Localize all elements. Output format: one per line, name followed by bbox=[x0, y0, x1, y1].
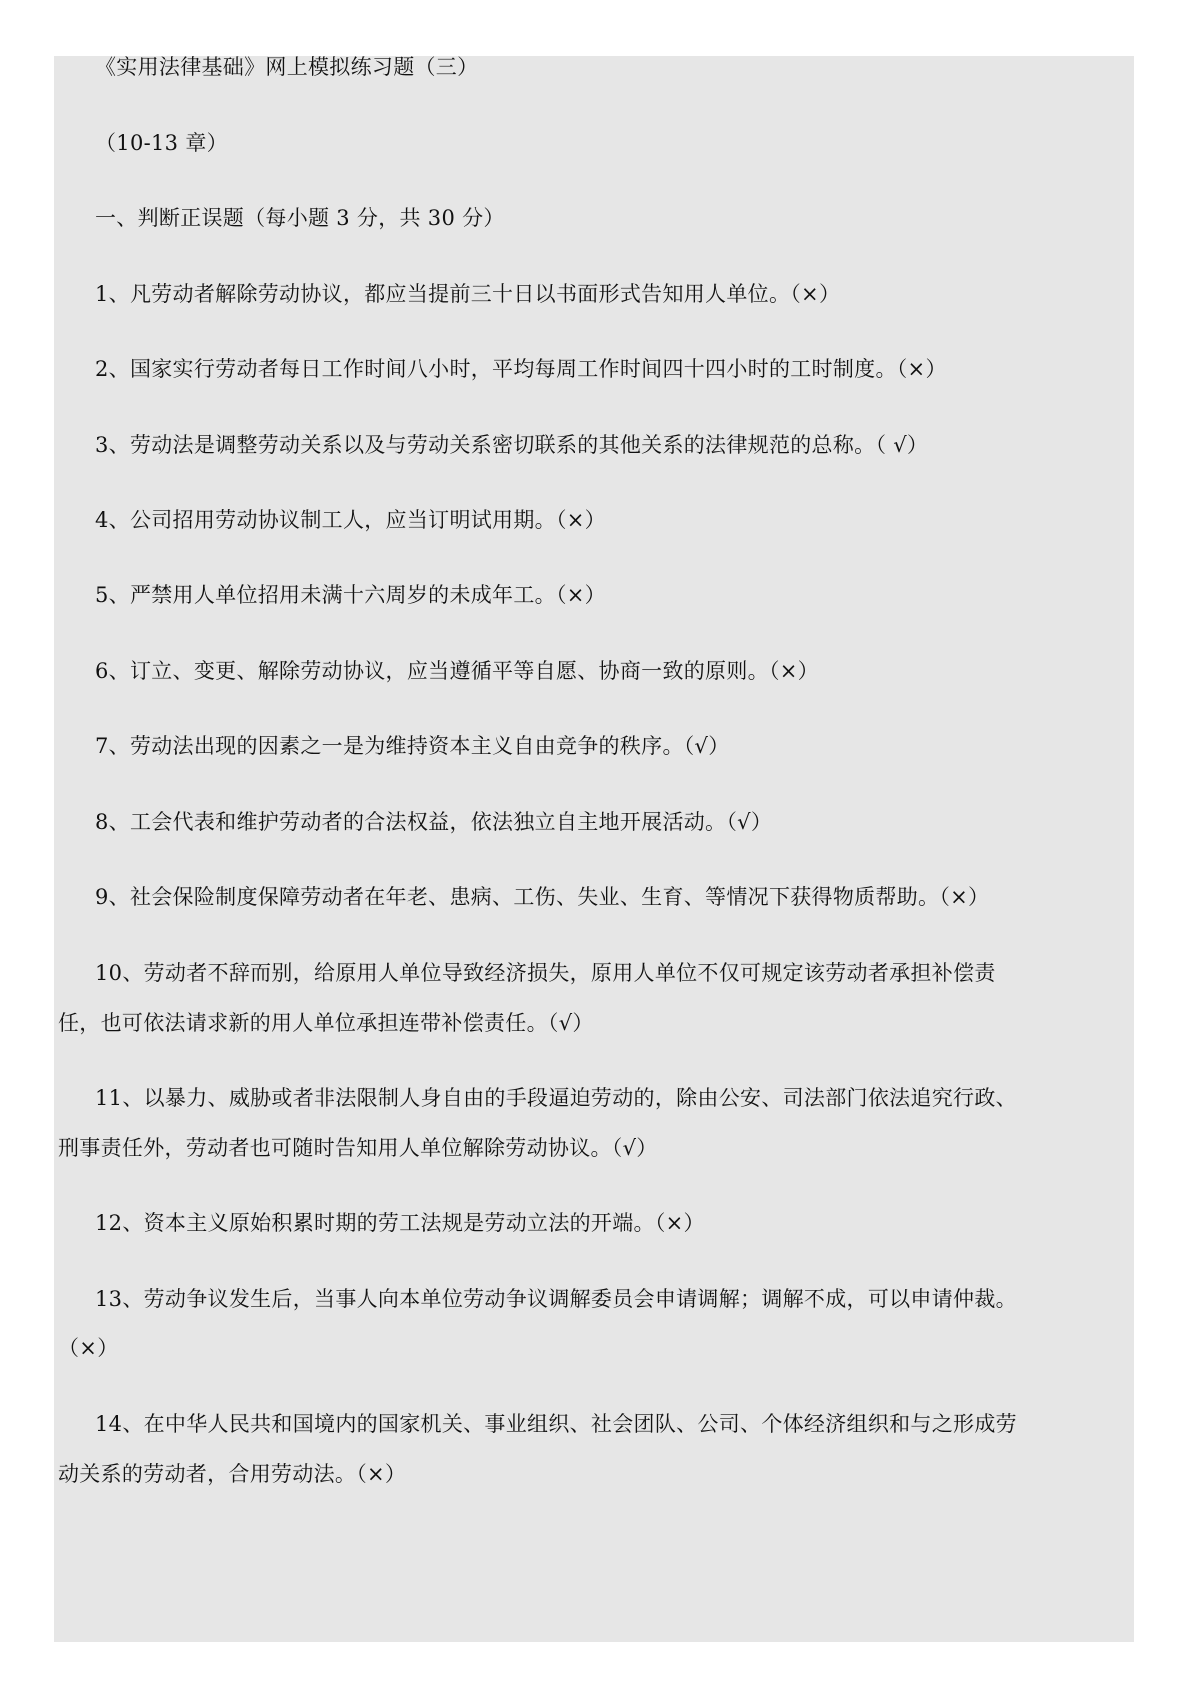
question-1: 1、凡劳动者解除劳动协议，都应当提前三十日以书面形式告知用人单位。（×） bbox=[95, 282, 841, 306]
question-11-line-1: 11、以暴力、威胁或者非法限制人身自由的手段逼迫劳动的，除由公安、司法部门依法追究行政、 bbox=[95, 1086, 1017, 1110]
question-5: 5、严禁用人单位招用未满十六周岁的未成年工。（×） bbox=[95, 583, 606, 607]
question-11-line-2: 刑事责任外，劳动者也可随时告知用人单位解除劳动协议。（√） bbox=[58, 1136, 658, 1160]
question-7: 7、劳动法出现的因素之一是为维持资本主义自由竞争的秩序。（√） bbox=[95, 734, 730, 758]
question-10-line-2: 任，也可依法请求新的用人单位承担连带补偿责任。（√） bbox=[58, 1011, 594, 1035]
question-4: 4、公司招用劳动协议制工人，应当订明试用期。（×） bbox=[95, 508, 606, 532]
question-13-line-1: 13、劳动争议发生后，当事人向本单位劳动争议调解委员会申请调解；调解不成，可以申请仲裁。 bbox=[95, 1287, 1017, 1311]
question-9: 9、社会保险制度保障劳动者在年老、患病、工伤、失业、生育、等情况下获得物质帮助。（×） bbox=[95, 885, 990, 909]
chapter-range: （10-13 章） bbox=[95, 131, 228, 155]
question-14-line-1: 14、在中华人民共和国境内的国家机关、事业组织、社会团队、公司、个体经济组织和与之形成劳 bbox=[95, 1412, 1017, 1436]
question-10-line-1: 10、劳动者不辞而别，给原用人单位导致经济损失，原用人单位不仅可规定该劳动者承担补偿责 bbox=[95, 961, 996, 985]
question-12: 12、资本主义原始积累时期的劳工法规是劳动立法的开端。（×） bbox=[95, 1211, 705, 1235]
question-3: 3、劳动法是调整劳动关系以及与劳动关系密切联系的其他关系的法律规范的总称。（ √） bbox=[95, 433, 929, 457]
question-13-line-2: （×） bbox=[58, 1336, 119, 1360]
question-2: 2、国家实行劳动者每日工作时间八小时，平均每周工作时间四十四小时的工时制度。（×） bbox=[95, 357, 947, 381]
document-page bbox=[54, 56, 1134, 1642]
section-heading: 一、判断正误题（每小题 3 分，共 30 分） bbox=[95, 206, 505, 230]
document-title: 《实用法律基础》网上模拟练习题（三） bbox=[95, 55, 479, 79]
question-14-line-2: 动关系的劳动者，合用劳动法。（×） bbox=[58, 1462, 407, 1486]
question-8: 8、工会代表和维护劳动者的合法权益，依法独立自主地开展活动。（√） bbox=[95, 810, 773, 834]
question-6: 6、订立、变更、解除劳动协议，应当遵循平等自愿、协商一致的原则。（×） bbox=[95, 659, 819, 683]
